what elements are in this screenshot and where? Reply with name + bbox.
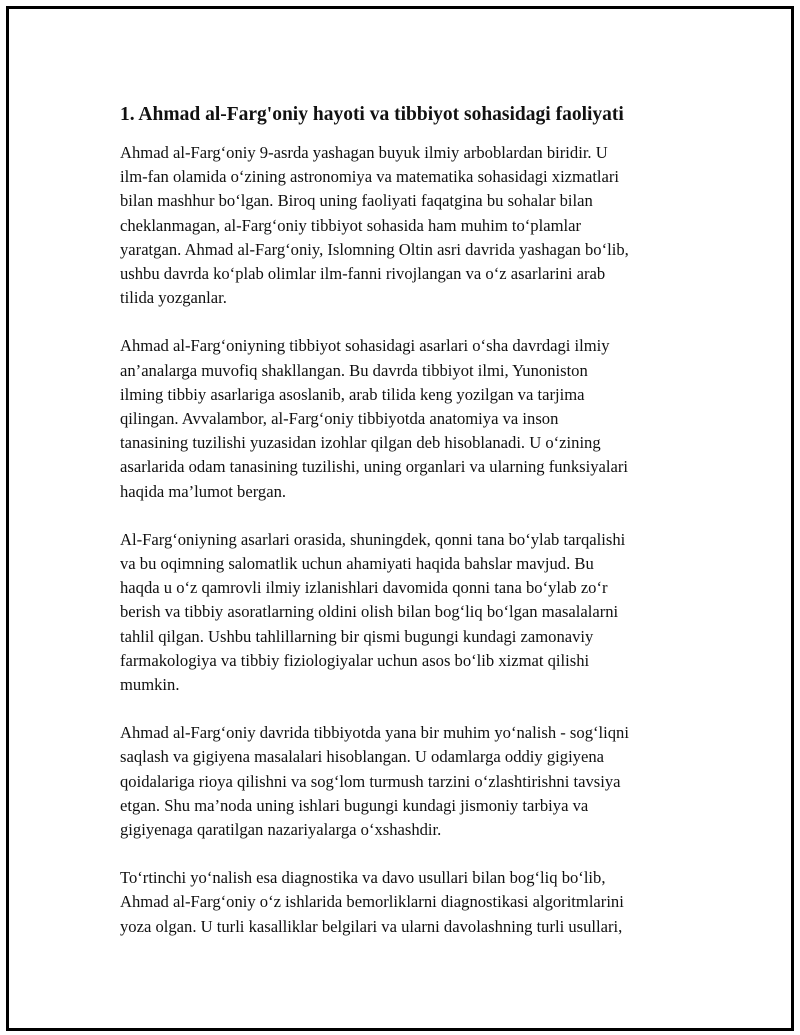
paragraph-4 [120, 721, 700, 842]
paragraph-5 [120, 866, 700, 939]
text-line: va bu oqimning salomatlik uchun ahamiyati haqida bahslar mavjud. Bu [120, 554, 594, 574]
text-line: gigiyenaga qaratilgan nazariyalarga o‘xshashdir. [120, 820, 442, 840]
text-line: Ahmad al-Farg‘oniy 9-asrda yashagan buyuk ilmiy arboblardan biridir. U [120, 143, 608, 162]
text-line: Al-Farg‘oniyning asarlari orasida, shuningdek, qonni tana bo‘ylab tarqalishi [120, 529, 626, 549]
text-line: farmakologiya va tibbiy fiziologiyalar uchun asos bo‘lib xizmat qilishi [120, 650, 590, 670]
text-line: saqlash va gigiyena masalalari hisoblangan. U odamlarga oddiy gigiyena [120, 747, 605, 767]
text-line: Ahmad al-Farg‘oniy o‘z ishlarida bemorliklarni diagnostikasi algoritmlarini [120, 892, 624, 912]
text-line: tahlil qilgan. Ushbu tahlillarning bir qismi bugungi kundagi zamonaviy [120, 626, 594, 646]
paragraph-2 [120, 334, 700, 503]
text-line: tilida yozganlar. [120, 288, 227, 308]
text-line: haqida ma’lumot bergan. [120, 481, 287, 501]
text-line: an’analarga muvofiq shakllangan. Bu davrda tibbiyot ilmi, Yunoniston [120, 360, 588, 380]
text-line: asarlarida odam tanasining tuzilishi, uning organlari va ularning funksiyalari [120, 457, 628, 477]
text-line: Ahmad al-Farg‘oniyning tibbiyot sohasidagi asarlari o‘sha davrdagi ilmiy [120, 336, 610, 356]
text-line: etgan. Shu ma’noda uning ishlari bugungi kundagi jismoniy tarbiya va [120, 795, 589, 815]
text-line: Ahmad al-Farg‘oniy davrida tibbiyotda yana bir muhim yo‘nalish - sog‘liqni [120, 723, 629, 743]
text-line: mumkin. [120, 675, 180, 695]
page-frame [6, 6, 794, 1031]
text-line: ilm-fan olamida o‘zining astronomiya va matematika sohasidagi xizmatlari [120, 167, 620, 187]
text-line: yaratgan. Ahmad al-Farg‘oniy, Islomning Oltin asri davrida yashagan bo‘lib, [120, 239, 629, 259]
text-line: qilingan. Avvalambor, al-Farg‘oniy tibbiyotda anatomiya va inson [120, 409, 559, 429]
text-line: tanasining tuzilishi yuzasidan izohlar qilgan deb hisoblanadi. U o‘zining [120, 433, 601, 453]
text-line: To‘rtinchi yo‘nalish esa diagnostika va davo usullari bilan bog‘liq bo‘lib, [120, 868, 606, 888]
text-line: cheklanmagan, al-Farg‘oniy tibbiyot sohasida ham muhim to‘plamlar [120, 215, 581, 235]
paragraph-1 [120, 141, 700, 310]
text-line: ushbu davrda ko‘plab olimlar ilm-fanni rivojlangan va o‘z asarlarini arab [120, 264, 606, 284]
text-line: qoidalariga rioya qilishni va sog‘lom turmush tarzini o‘zlashtirishni tavsiya [120, 771, 621, 791]
document-body [120, 101, 700, 963]
text-line: yoza olgan. U turli kasalliklar belgilari va ularni davolashning turli usullari, [120, 916, 623, 936]
text-line: ilming tibbiy asarlariga asoslanib, arab tilida keng yozilgan va tarjima [120, 384, 585, 404]
text-line: haqda u o‘z qamrovli ilmiy izlanishlari davomida qonni tana bo‘ylab zo‘r [120, 578, 608, 598]
text-line: bilan mashhur bo‘lgan. Biroq uning faoliyati faqatgina bu sohalar bilan [120, 191, 593, 211]
paragraph-3 [120, 528, 700, 697]
text-line: berish va tibbiy asoratlarning oldini olish bilan bog‘liq bo‘lgan masalalarni [120, 602, 619, 622]
section-heading: 1. Ahmad al-Farg'oniy hayoti va tibbiyot sohasidagi faoliyati [120, 104, 624, 125]
